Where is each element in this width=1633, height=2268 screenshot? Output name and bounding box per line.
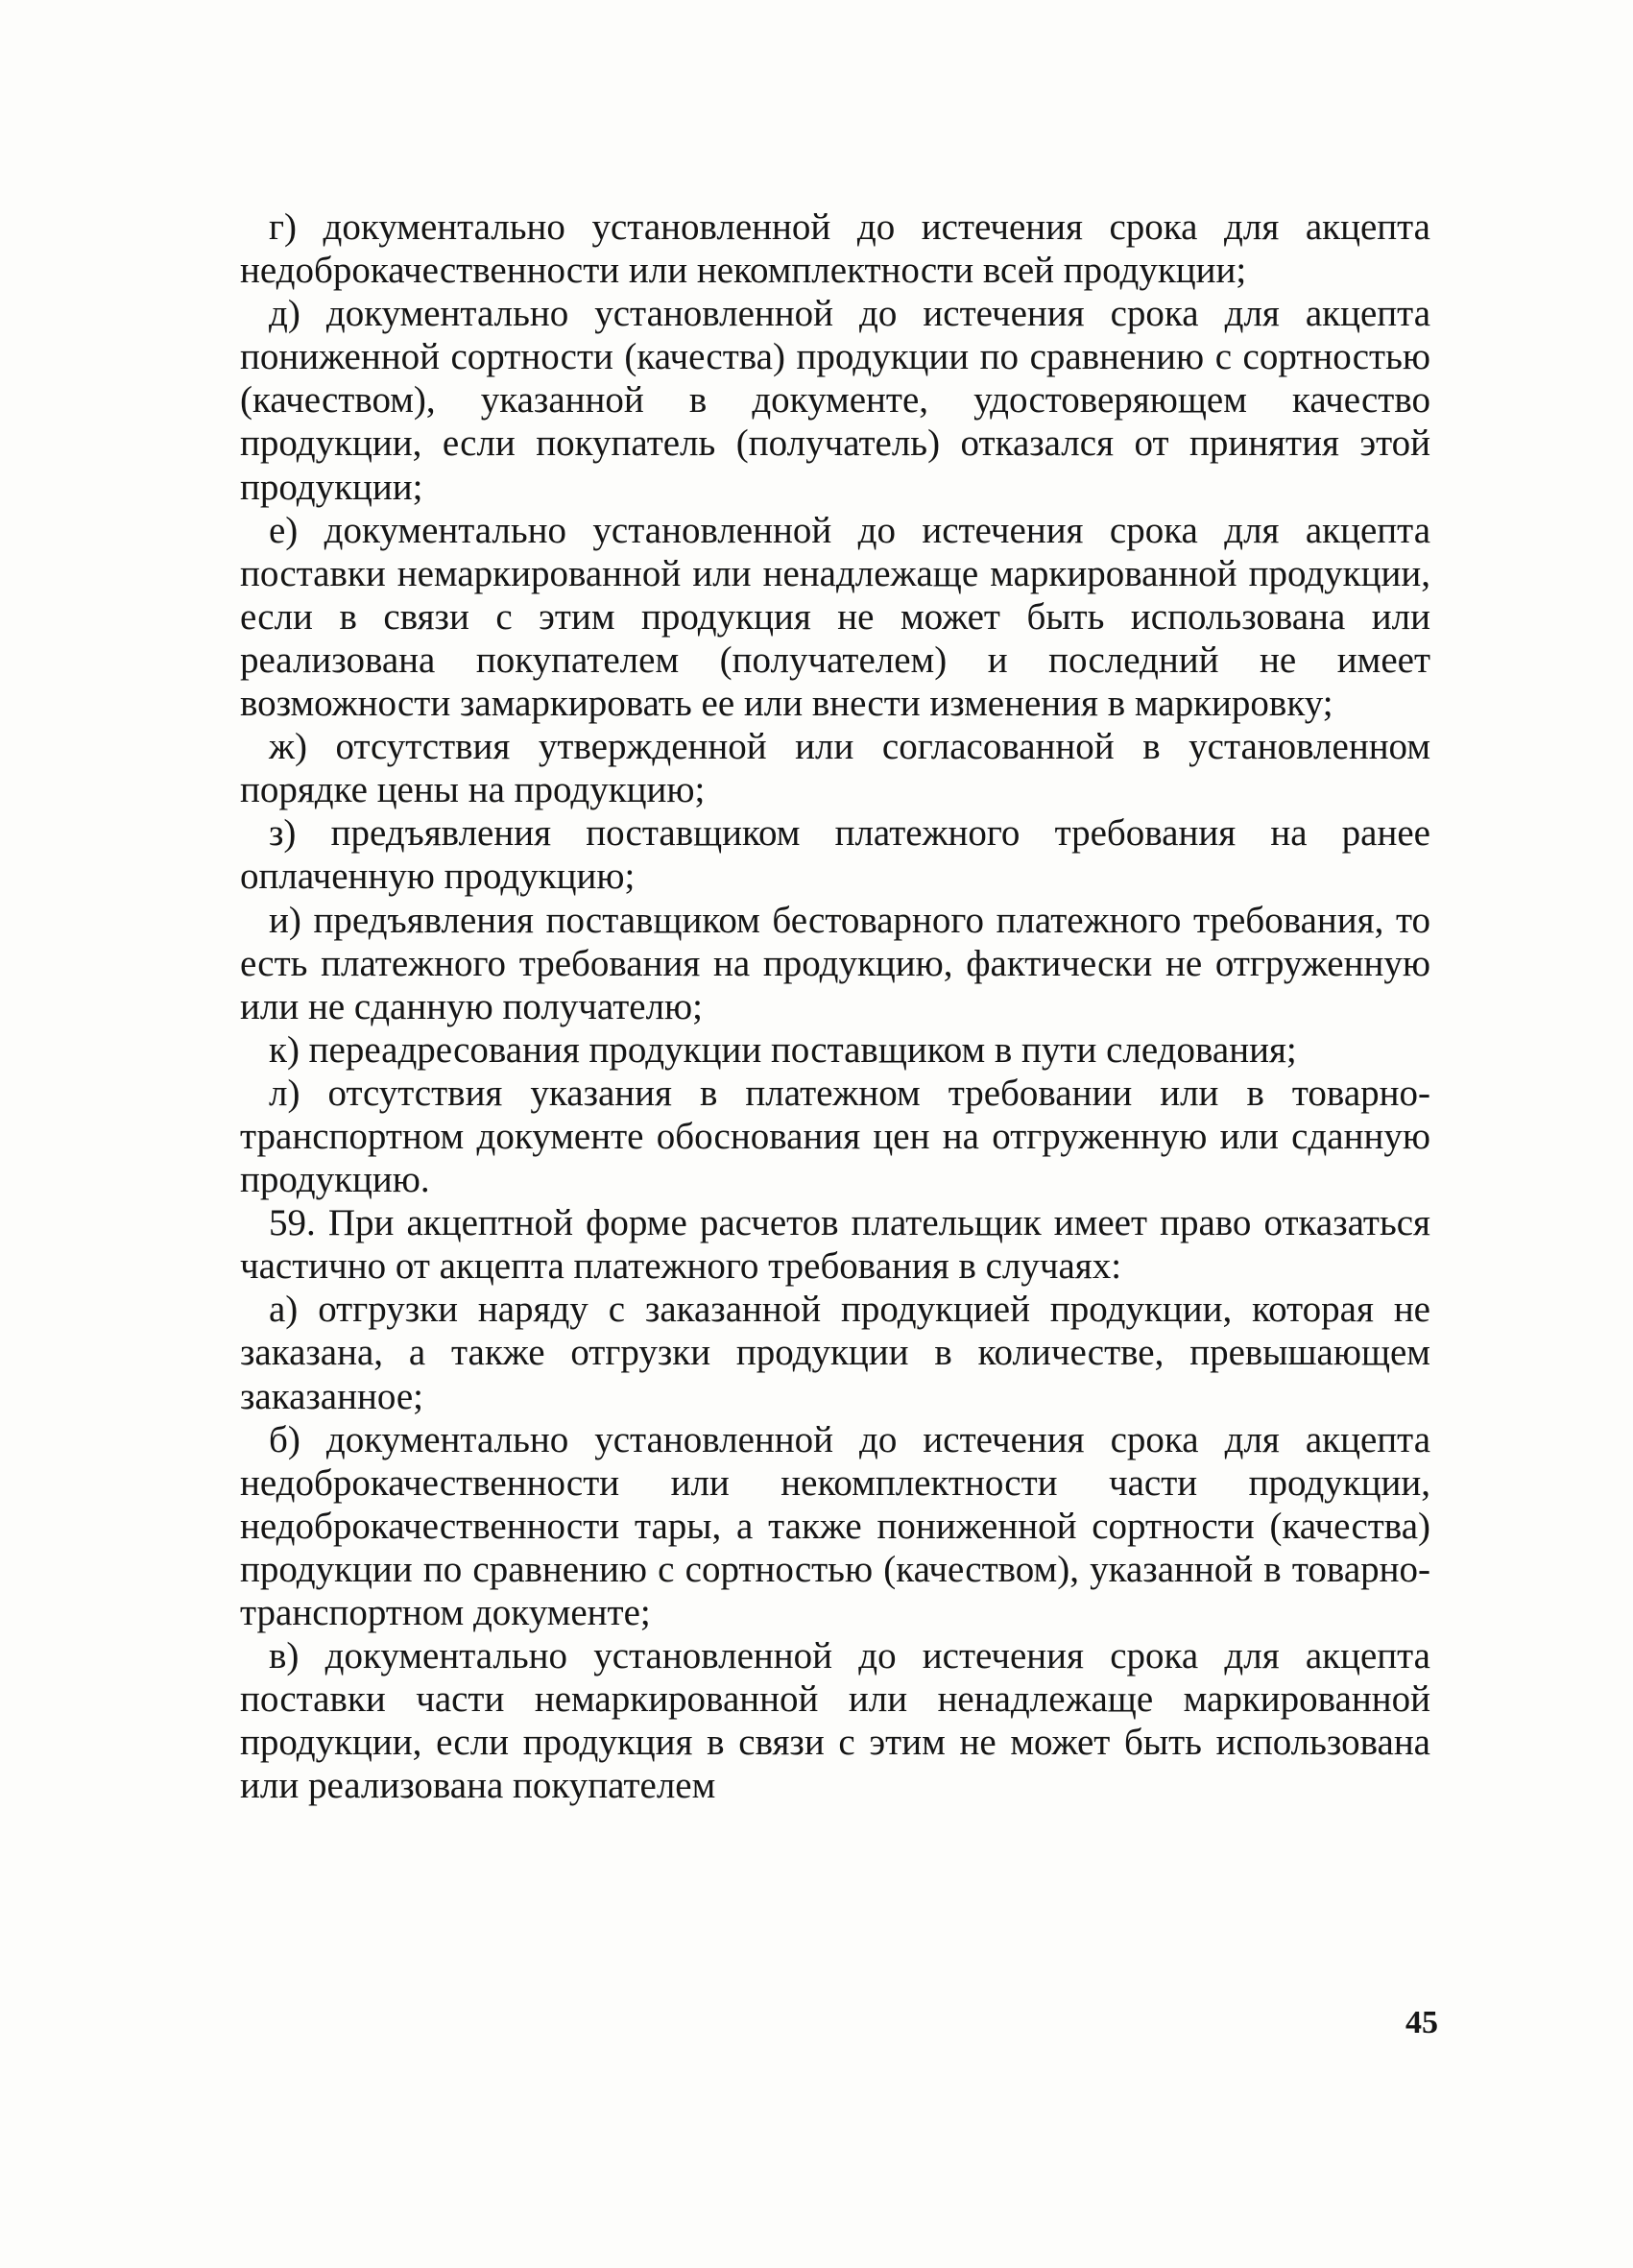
paragraph-d: д) документально установленной до истечения срока для акцепта пониженной сортности (качества) продукции по сравнению с сортностью (качеством), указанной в документе, удостоверяющем качество продукции, если покупатель (получатель) отказался от принятия этой продукции; [240, 293, 1430, 508]
body-text [240, 205, 1430, 1807]
paragraph-z: з) предъявления поставщиком платежного требования на ранее оплаченную продукцию; [240, 812, 1430, 898]
page-number: 45 [1405, 2005, 1438, 2040]
paragraph-b: б) документально установленной до истечения срока для акцепта недоброкачественности или некомплектности части продукции, недоброкачественности тары, а также пониженной сортности (качества) продукции по сравнению с сортностью (качеством), указанной в товарно-транспортном документе; [240, 1418, 1430, 1633]
paragraph-l: л) отсутствия указания в платежном требовании или в товарно-транспортном документе обоснования цен на отгруженную или сданную продукцию. [240, 1072, 1430, 1201]
clause-59: 59. При акцептной форме расчетов плательщик имеет право отказаться частично от акцепта платежного требования в случаях: [240, 1202, 1430, 1288]
paragraph-a: а) отгрузки наряду с заказанной продукцией продукции, которая не заказана, а также отгрузки продукции в количестве, превышающем заказанное; [240, 1289, 1430, 1417]
paragraph-i: и) предъявления поставщиком бестоварного платежного требования, то есть платежного требования на продукцию, фактически не отгруженную или не сданную получателю; [240, 899, 1430, 1027]
paragraph-g: г) документально установленной до истечения срока для акцепта недоброкачественности или некомплектности всей продукции; [240, 206, 1430, 292]
paragraph-k: к) переадресования продукции поставщиком в пути следования; [269, 1028, 1297, 1071]
paragraph-v: в) документально установленной до истечения срока для акцепта поставки части немаркированной или ненадлежаще маркированной продукции, если продукция в связи с этим не может быть использована или реализована покупателем [240, 1635, 1430, 1807]
paragraph-e: е) документально установленной до истечения срока для акцепта поставки немаркированной или ненадлежаще маркированной продукции, если в связи с этим продукция не может быть использована или реализована покупателем (получателем) и последний не имеет возможности замаркировать ее или внести изменения в маркировку; [240, 509, 1430, 725]
paragraph-zh: ж) отсутствия утвержденной или согласованной в установленном порядке цены на продукцию; [240, 726, 1430, 811]
